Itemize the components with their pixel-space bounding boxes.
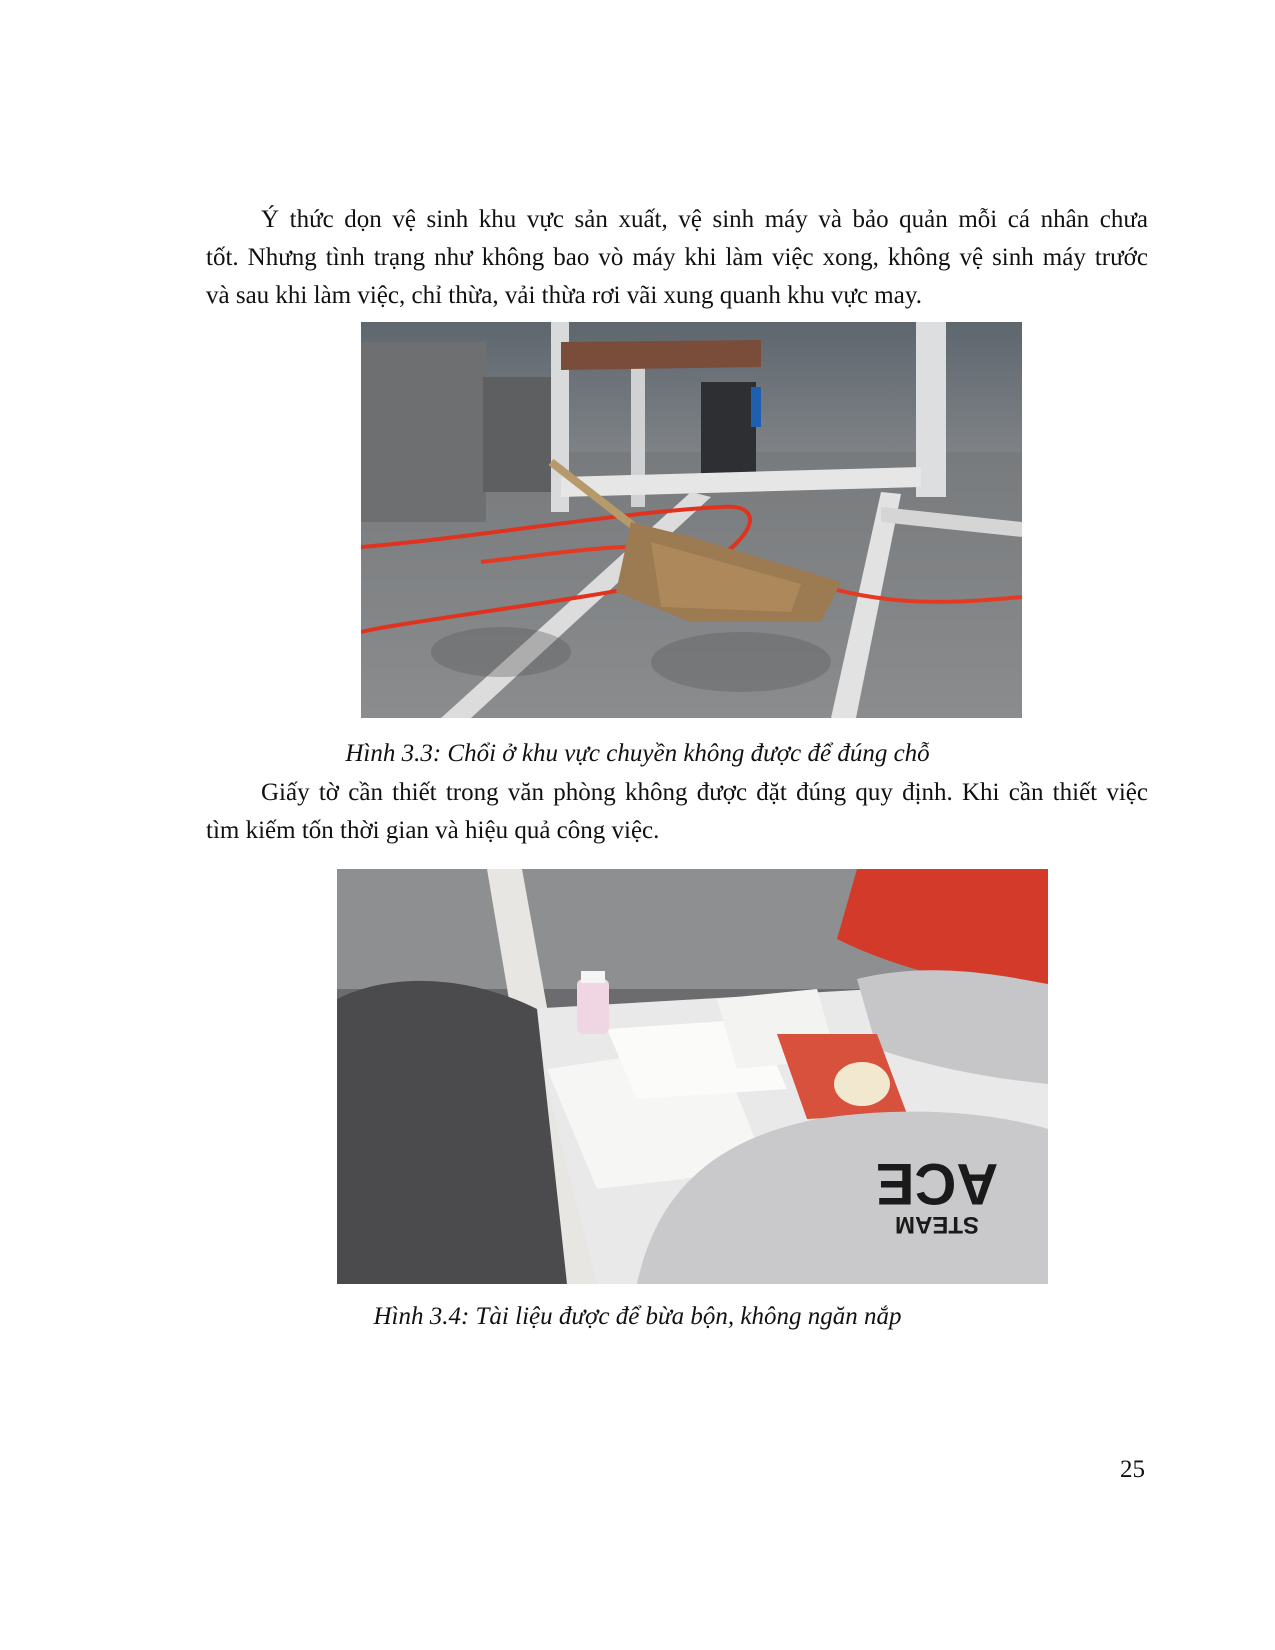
paragraph-line: tìm kiếm tốn thời gian và hiệu quả công việc. [206,817,660,844]
figure-broom-photo [361,322,1022,718]
figure-caption: Hình 3.4: Tài liệu được để bừa bộn, không ngăn nắp [373,1303,902,1330]
figure-documents-photo [337,869,1048,1284]
paragraph-line: Ý thức dọn vệ sinh khu vực sản xuất, vệ sinh máy và bảo quản mỗi cá nhân chưa [261,206,1148,233]
documents-photo-illustration [337,869,1048,1284]
paragraph-line: và sau khi làm việc, chỉ thừa, vải thừa rơi vãi xung quanh khu vực may. [206,282,922,309]
figure-caption: Hình 3.3: Chổi ở khu vực chuyền không được để đúng chỗ [345,740,930,767]
broom-photo-illustration [361,322,1022,718]
paragraph-line: Giấy tờ cần thiết trong văn phòng không được đặt đúng quy định. Khi cần thiết việc [261,779,1148,806]
paragraph-documents [206,774,1148,850]
shirt-print-text: ACE [875,1151,999,1216]
page-number: 25 [1120,1456,1145,1483]
shirt-print-small-text: STEAM [895,1211,979,1238]
paragraph-line: tốt. Nhưng tình trạng như không bao vò máy khi làm việc xong, không vệ sinh máy trước [206,244,1148,271]
paragraph-cleaning-awareness [206,201,1148,315]
